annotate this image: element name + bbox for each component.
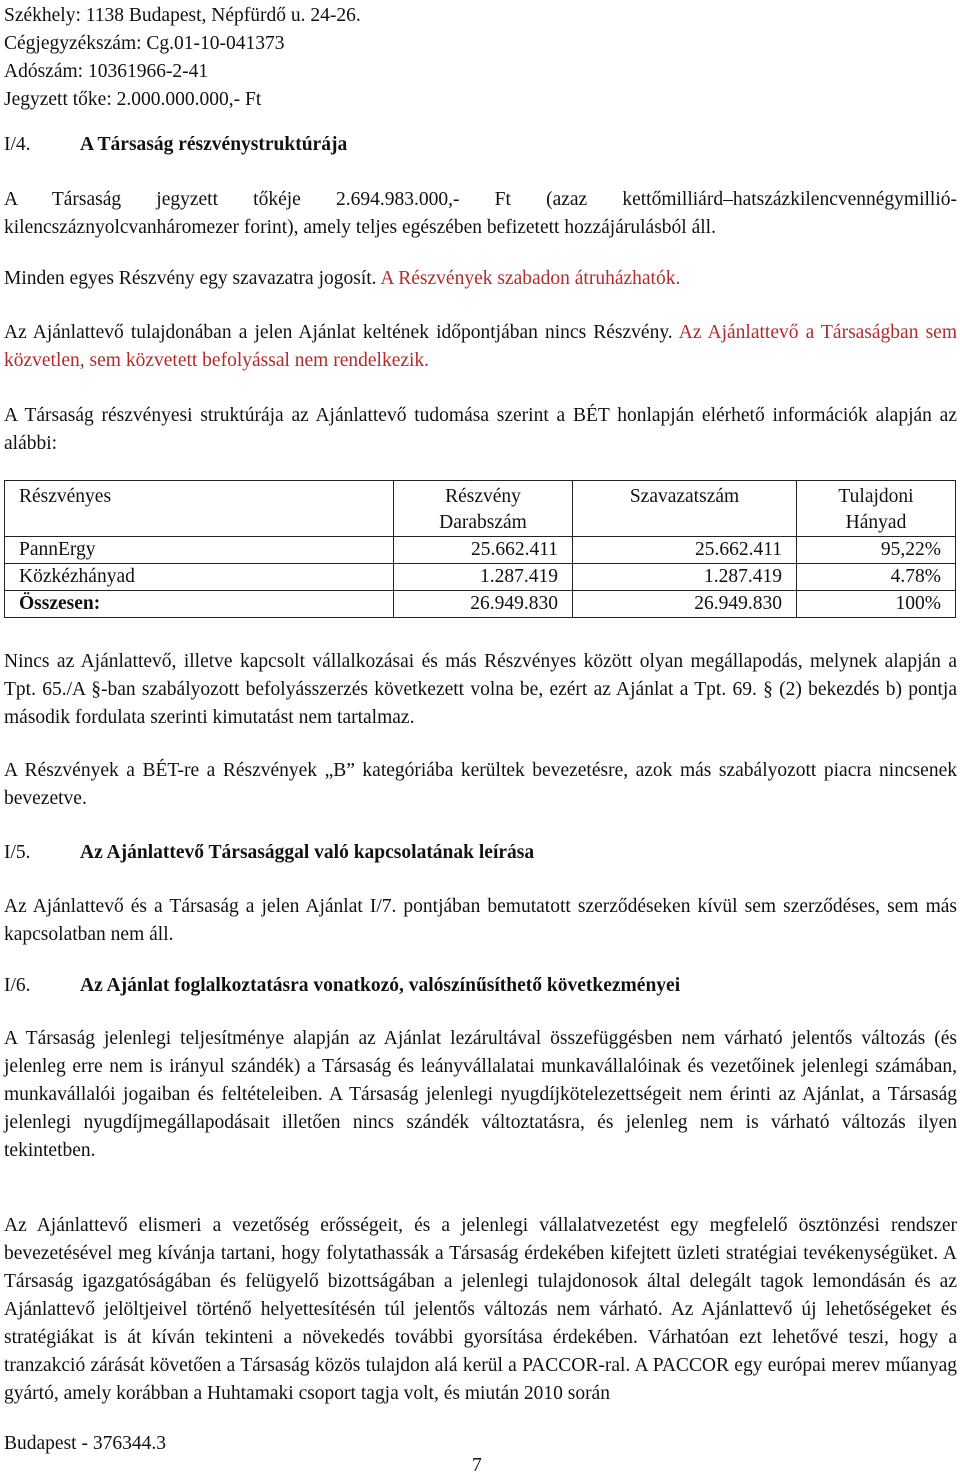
cell-share-count: 25.662.411	[394, 537, 573, 564]
paragraph-offeror-holdings	[4, 319, 957, 375]
section-heading-i6	[4, 972, 957, 1000]
section-sign-2: §	[763, 679, 773, 700]
section-number: I/5.	[4, 842, 31, 863]
header-share-capital: Jegyzett tőke: 2.000.000.000,- Ft	[4, 89, 262, 110]
paragraph-relationship: Az Ajánlattevő és a Társaság a jelen Ajánlat I/7. pontjában bemutatott szerződéseken kívül sem szerződéses, sem más kapcsolatban nem áll.	[4, 896, 957, 945]
cell-shareholder: Összesen:	[5, 591, 394, 618]
section-number: I/6.	[4, 975, 31, 996]
cell-ownership: 4.78%	[797, 564, 956, 591]
no-agreement-text-b: -ban szabályozott befolyásszerzés következett volna be, ezért az Ajánlat a Tpt. 69.	[101, 679, 757, 700]
paragraph-shareholder-structure: A Társaság részvényesi struktúrája az Ajánlattevő tudomása szerint a BÉT honlapján elérhető információk alapján az alábbi:	[4, 405, 957, 454]
paragraph-listing: A Részvények a BÉT-re a Részvények „B” kategóriába kerültek bevezetésre, azok más szabályozott piacra nincsenek bevezetve.	[4, 760, 957, 809]
management-text-b: A Társaság igazgatóságában és felügyelő bizottságában a jelenlegi tulajdonosok által delegált tagok lemondásán és az Ajánlattevő jelöltjeivel történő helyettesítésén túl jelentős változás nem várható.	[4, 1243, 957, 1320]
cell-ownership: 100%	[797, 591, 956, 618]
page-number: 7	[472, 1455, 482, 1476]
col-header-share-count: Részvény Darabszám	[394, 481, 573, 537]
no-agreement-text-c: (2) bekezdés b) pontja második fordulata szerinti kimutatást nem tartalmaz.	[4, 679, 958, 728]
cell-ownership: 95,22%	[797, 537, 956, 564]
voting-rights-text: Minden egyes Részvény egy szavazatra jogosít.	[4, 268, 377, 289]
table-row	[5, 564, 956, 591]
section-heading-i4	[4, 131, 957, 159]
section-heading-i5	[4, 839, 957, 867]
cell-votes: 25.662.411	[573, 537, 797, 564]
section-title: A Társaság részvénystruktúrája	[80, 134, 348, 155]
section-sign-1: §	[91, 679, 102, 700]
shareholder-table	[4, 480, 956, 618]
section-title: Az Ajánlat foglalkoztatásra vonatkozó, valószínűsíthető következményei	[80, 975, 681, 996]
management-text-d: Várhatóan ezt lehetővé teszi, hogy a tranzakció zárását követően a Társaság közös tulajdon alá kerül a PACCOR-ral. A PACCOR egy európai merev műanyag gyártó, amely korábban a Huhtamaki csoport tagja volt, és miután 2010 során	[4, 1327, 957, 1404]
management-text-c: Az Ajánlattevő új lehetőségeket és stratégiákat is át kíván tekinteni a növekedés további gyorsítása érdekében.	[4, 1299, 957, 1348]
cell-shareholder: PannErgy	[5, 537, 394, 564]
header-tax-number: Adószám: 10361966-2-41	[4, 61, 209, 82]
header-address: Székhely: 1138 Budapest, Népfürdő u. 24-26.	[4, 5, 361, 26]
table-header-row	[5, 481, 956, 537]
header-registration-number: Cégjegyzékszám: Cg.01-10-041373	[4, 33, 285, 54]
paragraph-no-agreement	[4, 648, 957, 732]
management-text-a: Az Ajánlattevő elismeri a vezetőség erősségeit, és a jelenlegi vállalatvezetést egy megfelelő ösztönzési rendszer bevezetésével meg kívánja tartani, hogy folytathassák a Társaság érdekében kifejtett üzleti stratégiai tevékenységüket.	[4, 1215, 957, 1264]
document-reference: Budapest - 376344.3	[4, 1433, 166, 1454]
cell-share-count: 26.949.830	[394, 591, 573, 618]
transferability-text: A Részvények szabadon átruházhatók.	[380, 268, 681, 289]
cell-shareholder: Közkézhányad	[5, 564, 394, 591]
col-header-shareholder: Részvényes	[5, 481, 394, 537]
paragraph-employment: A Társaság jelenlegi teljesítménye alapján az Ajánlat lezárultával összefüggésben nem várható jelentős változás (és jelenleg erre nem is irányul szándék) a Társaság és leányvállalatai munkavállalóinak és vezetőinek jelenlegi számában, munkavállalói jogaiban és feltételeiben. A Társaság jelenlegi nyugdíjkötelezettségeit nem érinti az Ajánlat, a Társaság jelenlegi nyugdíjmegállapodásait illetően nincs szándék változtatásra, és jelenleg nem is várható változás ilyen tekintetben.	[4, 1028, 957, 1161]
col-header-votes: Szavazatszám	[573, 481, 797, 537]
company-header	[4, 2, 361, 114]
col-header-ownership: Tulajdoni Hányad	[797, 481, 956, 537]
paragraph-voting-rights	[4, 265, 957, 293]
section-title: Az Ajánlattevő Társasággal való kapcsolatának leírása	[80, 842, 535, 863]
paragraph-management	[4, 1212, 957, 1408]
offeror-holdings-text: Az Ajánlattevő tulajdonában a jelen Ajánlat keltének időpontjában nincs Részvény.	[4, 322, 673, 343]
no-agreement-text-a: Nincs az Ajánlattevő, illetve kapcsolt vállalkozásai és más Részvényes között olyan megállapodás, melynek alapján a Tpt. 65./A	[4, 651, 957, 700]
table-total-row	[5, 591, 956, 618]
cell-votes: 26.949.830	[573, 591, 797, 618]
offeror-influence-text: Az Ajánlattevő a Társaságban sem közvetlen, sem közvetett befolyással nem rendelkezik.	[4, 322, 957, 371]
table-row	[5, 537, 956, 564]
cell-votes: 1.287.419	[573, 564, 797, 591]
cell-share-count: 1.287.419	[394, 564, 573, 591]
paragraph-share-capital: A Társaság jegyzett tőkéje 2.694.983.000,- Ft (azaz kettőmilliárd–hatszázkilencvennégymillió-kilencszáznyolcvanháromezer forint), amely teljes egészében befizetett hozzájárulásból áll.	[4, 189, 957, 238]
section-number: I/4.	[4, 134, 31, 155]
